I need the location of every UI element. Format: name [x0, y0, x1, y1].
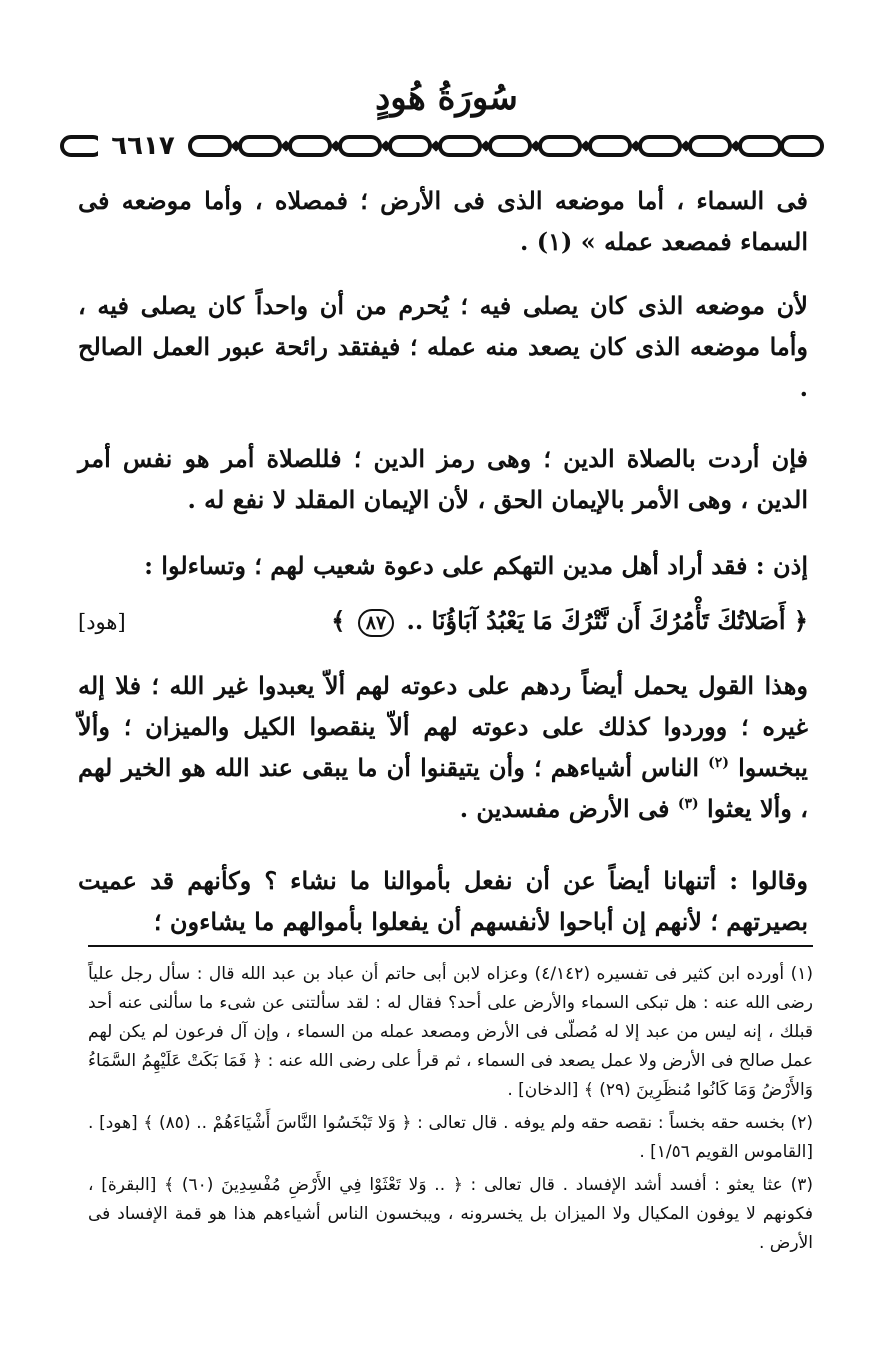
paragraph-1: فى السماء ، أما موضعه الذى فى الأرض ؛ فمصلاه ، وأما موضعه فى السماء فمصعد عمله » (١) .: [78, 186, 808, 256]
footnote-divider: [88, 945, 813, 947]
paragraph-2: لأن موضعه الذى كان يصلى فيه ؛ يُحرم من أن واحداً كان يصلى فيه ، وأما موضعه الذى كان يصعد منه عمله ؛ فيفتقد رائحة عبور العمل الصالح .: [78, 291, 808, 402]
footnote-ref-2: (٢): [708, 755, 729, 771]
footnotes: [88, 960, 813, 1262]
verse-reference: [هود]: [78, 610, 126, 634]
quran-verse: [78, 600, 808, 644]
paragraph-3: فإن أردت بالصلاة الدين ؛ وهى رمز الدين ؛ فللصلاة أمر هو نفس أمر الدين ، وهى الأمر بالإيمان الحق ، لأن الإيمان المقلد لا نفع له .: [78, 444, 808, 514]
paragraph-5: وهذا القول يحمل أيضاً ردهم على دعوته لهم ألاّ يعبدوا غير الله ؛ فلا إله غيره ؛ ووردوا كذلك على دعوته لهم ألاّ ينقصوا الكيل والميزان ؛ وألاّ يبخسوا $^{(٢)}$ الناس أشياءهم ؛ وأن يتيقنوا أن ما يبقى عند الله هو الخير لهم ، وألا يعثوا $^{(٣)}$ فى الأرض مفسدين .: [78, 671, 808, 823]
footnote-1: (١) أورده ابن كثير فى تفسيره (٤/١٤٢) وعزاه لابن أبى حاتم أن عباد بن عبد الله قال : سأل رجل علياً رضى الله عنه : هل تبكى السماء والأرض على أحد؟ فقال له : لقد سألتنى عن شىء ما سألنى عنه أحد قبلك ، إنه ليس من عبد إلا له مُصلّى فى الأرض ومصعد عمله من السماء ، وإن آل فرعون لم يكن لهم عمل صالح فى الأرض ولا عمل يصعد فى السماء ، ثم قرأ على رضى الله عنه : ﴿ فَمَا بَكَتْ عَلَيْهِمُ السَّمَاءُ وَالأَرْضُ وَمَا كَانُوا مُنظَرِينَ (٢٩) ﴾ [الدخان] .: [88, 964, 813, 1100]
surah-title: سُورَةُ هُودٍ: [375, 78, 518, 118]
paragraph-6: وقالوا : أتنهانا أيضاً عن أن نفعل بأموالنا ما نشاء ؟ وكأنهم قد عميت بصيرتهم ؛ لأنهم إن أباحوا لأنفسهم أن يفعلوا بأموالهم ما يشاءون ؛: [78, 866, 808, 936]
footnote-3: (٣) عثا يعثو : أفسد أشد الإفساد . قال تعالى : ﴿ .. وَلا تَعْثَوْا فِي الأَرْضِ مُفْسِدِينَ (٦٠) ﴾ [البقرة] ، فكونهم لا يوفون المكيال ولا الميزان بل يخسرونه ، ويبخسون الناس أشياءهم هذا هو قمة الإفساد فى الأرض .: [88, 1175, 813, 1253]
footnote-ref-3: (٣): [677, 796, 699, 812]
paragraph-4: إذن : فقد أراد أهل مدين التهكم على دعوة شعيب لهم ؛ وتساءلوا :: [144, 551, 808, 580]
page-number: ٦٦١٧: [98, 128, 188, 164]
verse-number: ٨٧: [358, 609, 394, 637]
footnote-2: (٢) بخسه حقه بخساً : نقصه حقه ولم يوفه . قال تعالى : ﴿ وَلا تَبْخَسُوا النَّاسَ أَشْيَاءَهُمْ .. (٨٥) ﴾ [هود] . [القاموس القويم ١/٥٦] .: [88, 1113, 813, 1162]
verse-text: ﴿ أَصَلاتُكَ تَأْمُرُكَ أَن نَّتْرُكَ مَا يَعْبُدُ آبَاؤُنَا .. ٨٧ ﴾: [331, 606, 808, 635]
